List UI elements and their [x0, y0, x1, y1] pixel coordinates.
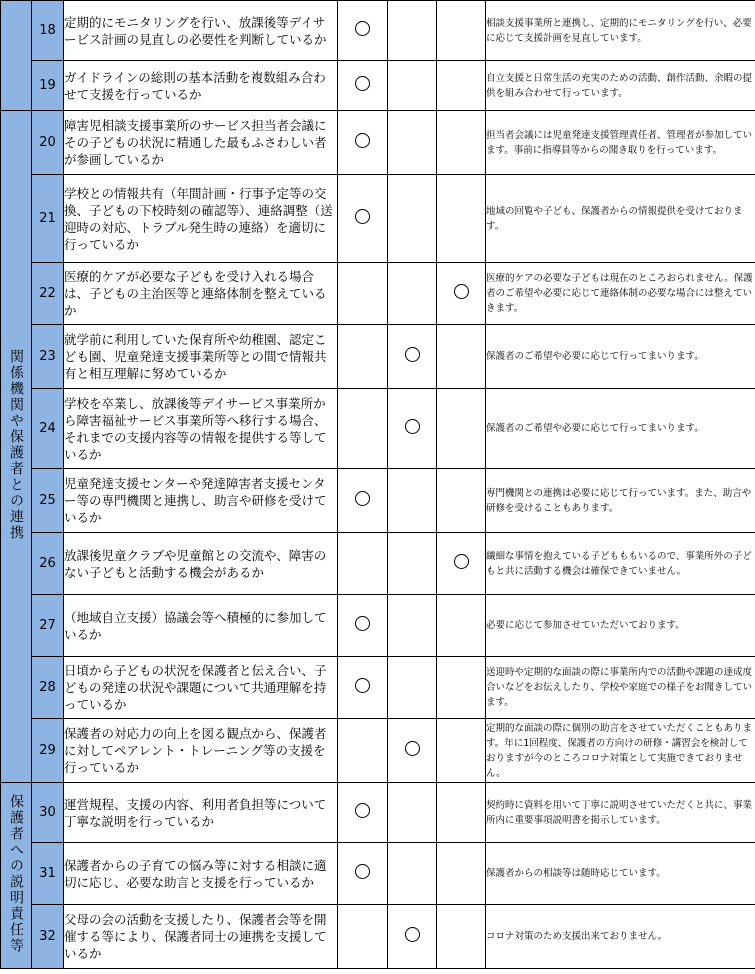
answer-col-1 — [338, 843, 388, 905]
note-text: 保護者からの相談等は随時応じています。 — [486, 843, 755, 905]
answer-col-2 — [388, 905, 437, 969]
table-row — [1, 905, 755, 969]
category-cell-blank — [1, 1, 32, 111]
circle-mark-icon — [405, 741, 420, 756]
item-text: 運営規程、支援の内容、利用者負担等について丁寧な説明を行っているか — [64, 783, 338, 843]
answer-col-2 — [388, 469, 437, 533]
answer-col-1 — [338, 657, 388, 719]
answer-col-3 — [437, 783, 486, 843]
item-number: 26 — [32, 533, 64, 595]
answer-col-3 — [437, 325, 486, 389]
item-text: 保護者からの子育ての悩み等に対する相談に適切に応じ、必要な助言と支援を行っているか — [64, 843, 338, 905]
answer-col-2 — [388, 1, 437, 61]
answer-col-2 — [388, 175, 437, 263]
category-cell-kankei — [1, 111, 32, 783]
note-text: 専門機関との連携は必要に応じて行っています。また、助言や研修を受けることもあります。 — [486, 469, 755, 533]
item-text: 学校との情報共有（年間計画・行事予定等の交換、子どもの下校時刻の確認等）、連絡調整（送迎時の対応、トラブル発生時の連絡）を適切に行っているか — [64, 175, 338, 263]
answer-col-1 — [338, 595, 388, 657]
circle-mark-icon — [355, 76, 370, 91]
item-number: 21 — [32, 175, 64, 263]
table-row — [1, 325, 755, 389]
table-row — [1, 843, 755, 905]
item-text: 父母の会の活動を支援したり、保護者会等を開催する等により、保護者同士の連携を支援しているか — [64, 905, 338, 969]
circle-mark-icon — [454, 554, 469, 569]
item-number: 20 — [32, 111, 64, 175]
answer-col-3 — [437, 843, 486, 905]
note-text: コロナ対策のため支援出来ておりません。 — [486, 905, 755, 969]
circle-mark-icon — [355, 864, 370, 879]
note-text: 保護者のご希望や必要に応じて行ってまいります。 — [486, 325, 755, 389]
answer-col-1 — [338, 719, 388, 783]
item-text: 定期的にモニタリングを行い、放課後等デイサービス計画の見直しの必要性を判断しているか — [64, 1, 338, 61]
item-text: 保護者の対応力の向上を図る観点から、保護者に対してペアレント・トレーニング等の支援を行っているか — [64, 719, 338, 783]
table-row — [1, 389, 755, 469]
note-text: 契約時に資料を用いて丁寧に説明させていただくと共に、事業所内に重要事項説明書を掲示しています。 — [486, 783, 755, 843]
answer-col-3 — [437, 263, 486, 325]
answer-col-3 — [437, 533, 486, 595]
note-text: 繊細な事情を抱えている子どもももいるので、事業所外の子どもと共に活動する機会は確保できていません。 — [486, 533, 755, 595]
item-text: 医療的ケアが必要な子どもを受け入れる場合は、子どもの主治医等と連絡体制を整えているか — [64, 263, 338, 325]
circle-mark-icon — [355, 133, 370, 148]
answer-col-3 — [437, 175, 486, 263]
category-label: 関係機関や保護者との連携 — [8, 348, 24, 541]
answer-col-2 — [388, 389, 437, 469]
item-number: 24 — [32, 389, 64, 469]
answer-col-2 — [388, 843, 437, 905]
item-number: 27 — [32, 595, 64, 657]
answer-col-1 — [338, 61, 388, 111]
item-text: 放課後児童クラブや児童館との交流や、障害のない子どもと活動する機会があるか — [64, 533, 338, 595]
circle-mark-icon — [355, 678, 370, 693]
answer-col-1 — [338, 111, 388, 175]
item-number: 18 — [32, 1, 64, 61]
item-number: 23 — [32, 325, 64, 389]
answer-col-2 — [388, 61, 437, 111]
answer-col-1 — [338, 905, 388, 969]
note-text: 必要に応じて参加させていただいております。 — [486, 595, 755, 657]
answer-col-3 — [437, 595, 486, 657]
answer-col-2 — [388, 325, 437, 389]
note-text: 定期的な面談の際に個別の助言をさせていただくこともあります。年に1回程度、保護者の方向けの研修・講習会を検討しておりますが今のところコロナ対策として実施できておりません。 — [486, 719, 755, 783]
item-text: （地域自立支援）協議会等へ積極的に参加しているか — [64, 595, 338, 657]
answer-col-2 — [388, 595, 437, 657]
answer-col-2 — [388, 719, 437, 783]
table-row — [1, 657, 755, 719]
circle-mark-icon — [405, 419, 420, 434]
answer-col-1 — [338, 1, 388, 61]
item-text: 障害児相談支援事業所のサービス担当者会議にその子どもの状況に精通した最もふさわしい者が参画しているか — [64, 111, 338, 175]
answer-col-2 — [388, 263, 437, 325]
item-number: 28 — [32, 657, 64, 719]
answer-col-1 — [338, 533, 388, 595]
item-number: 29 — [32, 719, 64, 783]
item-number: 31 — [32, 843, 64, 905]
answer-col-1 — [338, 263, 388, 325]
item-number: 30 — [32, 783, 64, 843]
item-number: 25 — [32, 469, 64, 533]
category-cell-hogosha — [1, 783, 32, 969]
table-row — [1, 1, 755, 61]
answer-col-2 — [388, 783, 437, 843]
table-row — [1, 469, 755, 533]
circle-mark-icon — [355, 21, 370, 36]
answer-col-3 — [437, 61, 486, 111]
table-row — [1, 263, 755, 325]
item-text: 就学前に利用していた保育所や幼稚園、認定こども園、児童発達支援事業所等との間で情報共有と相互理解に努めているか — [64, 325, 338, 389]
answer-col-2 — [388, 657, 437, 719]
answer-col-2 — [388, 533, 437, 595]
circle-mark-icon — [355, 491, 370, 506]
note-text: 保護者のご希望や必要に応じて行ってまいります。 — [486, 389, 755, 469]
item-number: 32 — [32, 905, 64, 969]
item-text: 日頃から子どもの状況を保護者と伝え合い、子どもの発達の状況や課題について共通理解を持っているか — [64, 657, 338, 719]
table-row — [1, 595, 755, 657]
answer-col-3 — [437, 905, 486, 969]
circle-mark-icon — [355, 803, 370, 818]
answer-col-1 — [338, 175, 388, 263]
item-text: 児童発達支援センターや発達障害者支援センター等の専門機関と連携し、助言や研修を受けているか — [64, 469, 338, 533]
answer-col-3 — [437, 111, 486, 175]
table-row — [1, 175, 755, 263]
table-row — [1, 61, 755, 111]
answer-col-3 — [437, 389, 486, 469]
table-row — [1, 111, 755, 175]
answer-col-3 — [437, 719, 486, 783]
table-row — [1, 783, 755, 843]
item-text: ガイドラインの総則の基本活動を複数組み合わせて支援を行っているか — [64, 61, 338, 111]
note-text: 相談支援事業所と連携し、定期的にモニタリングを行い、必要に応じて支援計画を見直しています。 — [486, 1, 755, 61]
answer-col-3 — [437, 1, 486, 61]
circle-mark-icon — [454, 284, 469, 299]
circle-mark-icon — [355, 209, 370, 224]
table-row — [1, 533, 755, 595]
note-text: 地域の回覧や子ども、保護者からの情報提供を受けております。 — [486, 175, 755, 263]
answer-col-3 — [437, 657, 486, 719]
circle-mark-icon — [355, 616, 370, 631]
note-text: 担当者会議には児童発達支援管理責任者、管理者が参加しています。事前に指導員等からの聞き取りを行っています。 — [486, 111, 755, 175]
item-text: 学校を卒業し、放課後等デイサービス事業所から障害福祉サービス事業所等へ移行する場合、それまでの支援内容等の情報を提供する等しているか — [64, 389, 338, 469]
answer-col-1 — [338, 469, 388, 533]
item-number: 22 — [32, 263, 64, 325]
answer-col-1 — [338, 389, 388, 469]
note-text: 自立支援と日常生活の充実のための活動、創作活動、余暇の提供を組み合わせて行っています。 — [486, 61, 755, 111]
table-row — [1, 719, 755, 783]
category-label: 保護者への説明責任等 — [8, 793, 24, 954]
note-text: 送迎時や定期的な面談の際に事業所内での活動や課題の達成度合いなどをお伝えしたり、学校や家庭での様子をお聞きしています。 — [486, 657, 755, 719]
circle-mark-icon — [405, 347, 420, 362]
answer-col-2 — [388, 111, 437, 175]
answer-col-1 — [338, 783, 388, 843]
circle-mark-icon — [405, 927, 420, 942]
answer-col-3 — [437, 469, 486, 533]
answer-col-1 — [338, 325, 388, 389]
note-text: 医療的ケアの必要な子どもは現在のところおられません。保護者のご希望や必要に応じて連絡体制の必要な場合には整えていきます。 — [486, 263, 755, 325]
item-number: 19 — [32, 61, 64, 111]
